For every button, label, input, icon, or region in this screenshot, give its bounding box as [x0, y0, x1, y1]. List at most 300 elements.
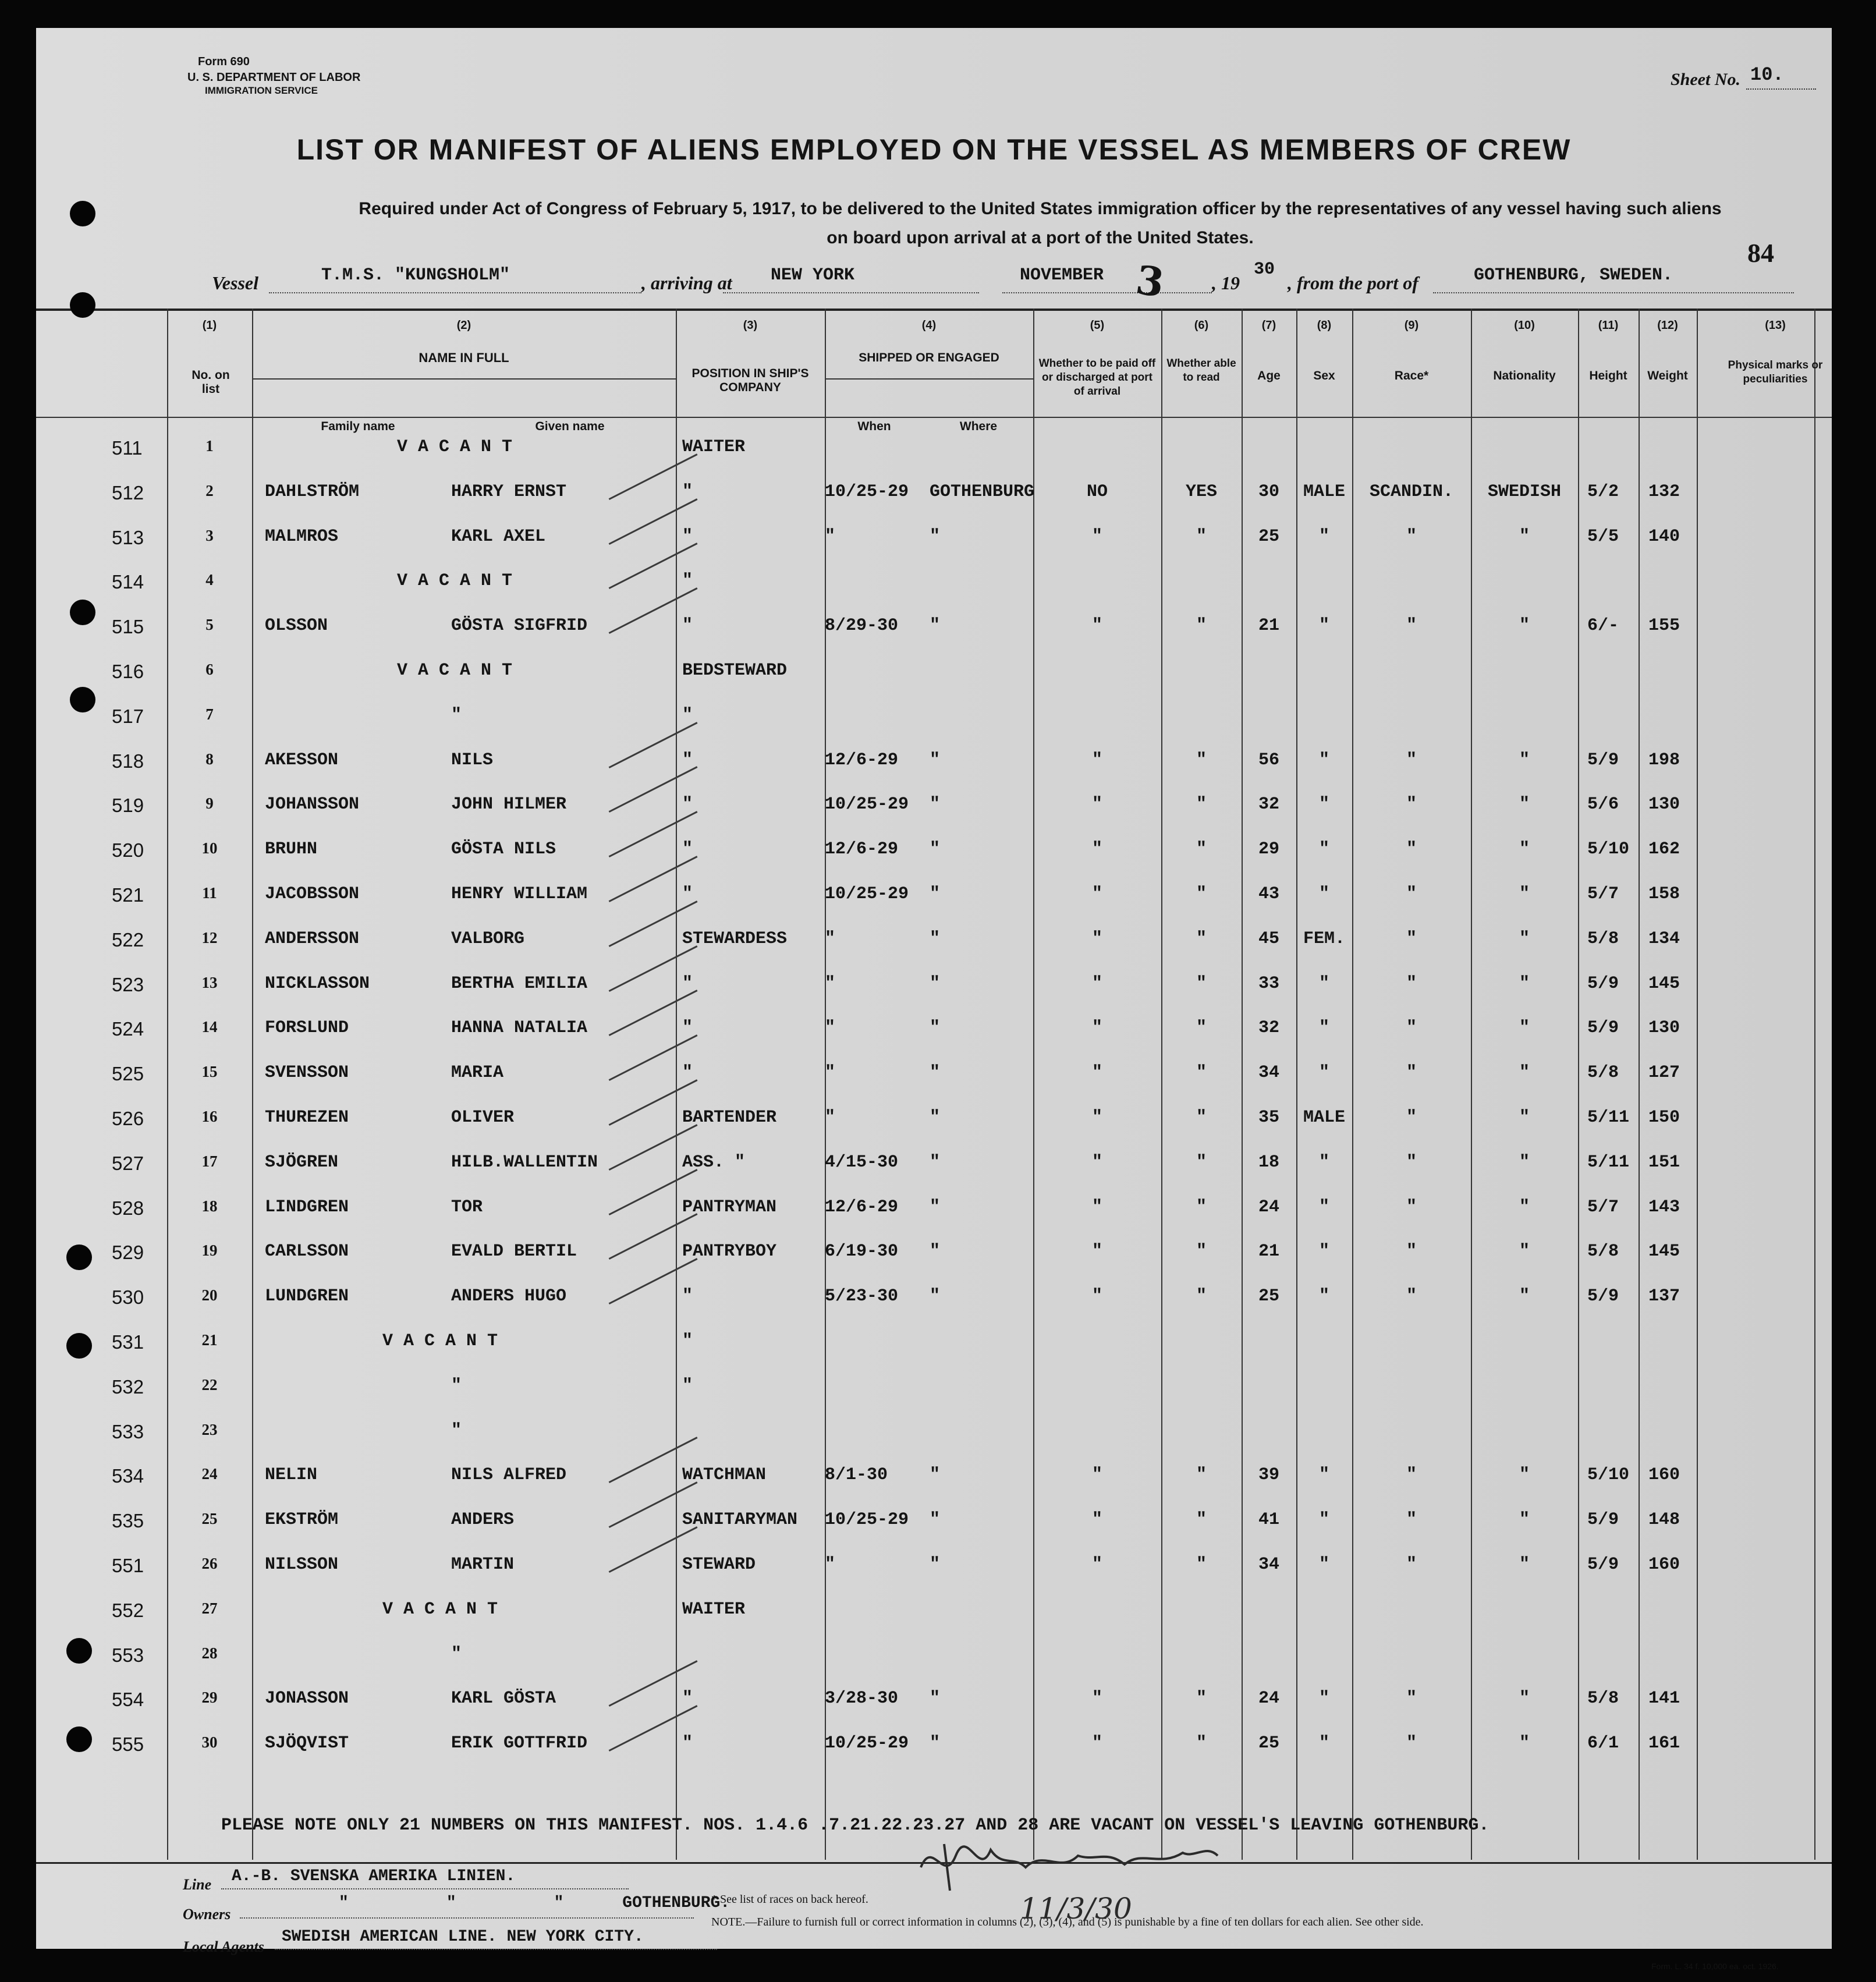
column-number: (11) — [1598, 319, 1619, 332]
table-row — [36, 1009, 1832, 1053]
position: " — [682, 1063, 693, 1083]
ledger-number: 521 — [112, 884, 144, 906]
weight: 145 — [1648, 1242, 1680, 1262]
row-number: 10 — [201, 839, 218, 857]
family-name: THUREZEN — [265, 1108, 349, 1127]
sex: " — [1318, 839, 1329, 860]
race: " — [1406, 928, 1417, 949]
year-suffix: 30 — [1254, 260, 1275, 279]
weight: 158 — [1648, 884, 1680, 904]
weight: 198 — [1648, 750, 1680, 770]
shipped-when: 8/1-30 — [825, 1465, 888, 1485]
date-rule — [1002, 292, 1212, 293]
vacant-marker: V A C A N T — [397, 571, 513, 591]
paid-off: " — [1091, 1197, 1102, 1217]
given-name: BERTHA EMILIA — [451, 973, 588, 994]
nationality: SWEDISH — [1487, 481, 1562, 502]
position: " — [682, 571, 693, 591]
paid-off: " — [1091, 1555, 1102, 1575]
sex: " — [1318, 973, 1329, 994]
ledger-number: 522 — [112, 928, 144, 951]
given-name: HENRY WILLIAM — [451, 884, 588, 904]
vacancy-note: PLEASE NOTE ONLY 21 NUMBERS ON THIS MANIFEST. NOS. 1.4.6 .7.21.22.23.27 AND 28 ARE VACANT ON VESSEL'S LEAVING GOTHENBURG. — [221, 1816, 1490, 1835]
position: " — [682, 750, 693, 770]
shipped-when: " — [825, 1063, 836, 1083]
table-row — [36, 1724, 1832, 1768]
given-name: MARIA — [451, 1063, 504, 1083]
table-row — [36, 1545, 1832, 1590]
vacant-marker: V A C A N T — [397, 661, 513, 680]
given-name: GÖSTA NILS — [451, 839, 556, 860]
shipped-when: " — [825, 1018, 836, 1038]
position: BEDSTEWARD — [682, 661, 788, 680]
weight: 161 — [1648, 1733, 1680, 1754]
nationality: " — [1519, 1510, 1530, 1530]
voyage-line — [36, 260, 1832, 295]
column-number: (7) — [1261, 319, 1276, 332]
sex: " — [1318, 1152, 1329, 1172]
position: " — [682, 1331, 693, 1351]
position: SANITARYMAN — [682, 1510, 798, 1530]
age: 33 — [1258, 973, 1279, 994]
able-to-read: " — [1196, 1018, 1207, 1038]
table-row — [36, 1635, 1832, 1679]
shipped-where: " — [930, 1063, 941, 1083]
row-number: 30 — [201, 1733, 218, 1751]
name-in-full-header: NAME IN FULL — [419, 350, 509, 365]
table-row — [36, 1456, 1832, 1500]
height: 5/8 — [1587, 1242, 1619, 1262]
height: 5/6 — [1587, 795, 1619, 815]
able-to-read: " — [1196, 1465, 1207, 1485]
given-name: " — [451, 1420, 462, 1441]
given-name: NILS — [451, 750, 494, 770]
table-row — [36, 1098, 1832, 1143]
shipped-where: " — [930, 928, 941, 949]
shipped-when: 12/6-29 — [825, 1197, 899, 1217]
given-name: ANDERS — [451, 1510, 515, 1530]
height: 6/1 — [1587, 1733, 1619, 1754]
age-header: Age — [1257, 369, 1281, 382]
ledger-number: 555 — [112, 1733, 144, 1756]
age: 21 — [1258, 1242, 1279, 1262]
paid-off: " — [1091, 1108, 1102, 1127]
row-number: 28 — [201, 1644, 218, 1662]
nationality: " — [1519, 1555, 1530, 1575]
page-title: LIST OR MANIFEST OF ALIENS EMPLOYED ON THE VESSEL AS MEMBERS OF CREW — [296, 133, 1572, 166]
shipped-when: 10/25-29 — [825, 1733, 909, 1754]
sex: " — [1318, 1465, 1329, 1485]
able-to-read: " — [1196, 1242, 1207, 1262]
nationality: " — [1519, 750, 1530, 770]
paid-off: " — [1091, 1242, 1102, 1262]
table-row — [36, 607, 1832, 651]
punch-hole — [70, 687, 95, 712]
where-header: Where — [959, 420, 998, 433]
height: 5/2 — [1587, 481, 1619, 502]
signature-date: 11/3/30 — [1020, 1892, 1132, 1926]
age: 43 — [1258, 884, 1279, 904]
subtitle-line-2: on board upon arrival at a port of the United States. — [827, 228, 1254, 247]
nationality: " — [1519, 1242, 1530, 1262]
shipped-where: " — [930, 1555, 941, 1575]
family-name: EKSTRÖM — [265, 1510, 339, 1530]
row-number: 1 — [205, 437, 214, 455]
ledger-number: 553 — [112, 1644, 144, 1666]
weight: 150 — [1648, 1108, 1680, 1127]
family-name: DAHLSTRÖM — [265, 481, 360, 502]
ledger-number: 551 — [112, 1555, 144, 1576]
age: 24 — [1258, 1197, 1279, 1217]
row-number: 13 — [201, 973, 218, 991]
height: 5/10 — [1587, 1465, 1630, 1485]
weight: 137 — [1648, 1286, 1680, 1307]
height: 5/9 — [1587, 973, 1619, 994]
sex: " — [1318, 1689, 1329, 1709]
service-label: IMMIGRATION SERVICE — [205, 85, 318, 96]
height: 5/8 — [1587, 928, 1619, 949]
punch-hole — [70, 201, 95, 226]
when-header: When — [857, 420, 891, 433]
paid-off: " — [1091, 1063, 1102, 1083]
column-number: (5) — [1090, 319, 1105, 332]
ledger-number: 554 — [112, 1689, 144, 1711]
nationality-header: Nationality — [1493, 369, 1556, 382]
family-name: AKESSON — [265, 750, 339, 770]
nationality: " — [1519, 1063, 1530, 1083]
table-row — [36, 1501, 1832, 1545]
weight: 160 — [1648, 1555, 1680, 1575]
given-name: NILS ALFRED — [451, 1465, 567, 1485]
race: " — [1406, 1733, 1417, 1754]
shipped-when: 10/25-29 — [825, 481, 909, 502]
given-name: HILB.WALLENTIN — [451, 1152, 598, 1172]
given-name: " — [451, 705, 462, 725]
nationality: " — [1519, 1197, 1530, 1217]
no-on-list-header: No. on list — [191, 368, 230, 396]
height: 5/9 — [1587, 1286, 1619, 1307]
agents-label: Local Agents — [183, 1938, 264, 1955]
sex: " — [1318, 1286, 1329, 1307]
owners-rule — [240, 1917, 694, 1919]
ledger-number: 532 — [112, 1375, 144, 1398]
shipped-where: " — [930, 973, 941, 994]
paid-off: " — [1091, 1152, 1102, 1172]
ledger-number: 514 — [112, 571, 144, 593]
given-name: KARL GÖSTA — [451, 1689, 556, 1709]
race: " — [1406, 973, 1417, 994]
shipped-when: " — [825, 526, 836, 547]
shipped-when: 10/25-29 — [825, 795, 909, 815]
paid-off: NO — [1086, 481, 1108, 502]
position-header: POSITION IN SHIP'S COMPANY — [691, 367, 809, 394]
given-name: " — [451, 1644, 462, 1664]
shipped-when: 12/6-29 — [825, 839, 899, 860]
row-number: 20 — [201, 1286, 218, 1304]
paid-off: " — [1091, 526, 1102, 547]
family-name: SJÖQVIST — [265, 1733, 349, 1754]
table-row — [36, 696, 1832, 740]
line-value: A.-B. SVENSKA AMERIKA LINIEN. — [232, 1867, 516, 1885]
shipped-where: " — [930, 1018, 941, 1038]
shipped-when: 6/19-30 — [825, 1242, 899, 1262]
shipped-where: " — [930, 1465, 941, 1485]
sex: " — [1318, 795, 1329, 815]
paid-off: " — [1091, 1689, 1102, 1709]
family-name: NELIN — [265, 1465, 318, 1485]
family-name: CARLSSON — [265, 1242, 349, 1262]
position: PANTRYBOY — [682, 1242, 777, 1262]
header-bottom-rule — [36, 417, 1832, 418]
nationality: " — [1519, 526, 1530, 547]
shipped-where: " — [930, 526, 941, 547]
age: 18 — [1258, 1152, 1279, 1172]
paid-off: " — [1091, 750, 1102, 770]
height: 5/9 — [1587, 1018, 1619, 1038]
row-number: 29 — [201, 1689, 218, 1707]
shipped-where: " — [930, 1242, 941, 1262]
race: " — [1406, 1197, 1417, 1217]
height: 5/7 — [1587, 884, 1619, 904]
family-name: NILSSON — [265, 1555, 339, 1575]
paid-off: " — [1091, 973, 1102, 994]
position: STEWARDESS — [682, 928, 788, 949]
age: 32 — [1258, 795, 1279, 815]
weight: 141 — [1648, 1689, 1680, 1709]
column-number: (13) — [1765, 319, 1786, 332]
race: " — [1406, 839, 1417, 860]
column-number: (9) — [1404, 319, 1419, 332]
weight: 130 — [1648, 795, 1680, 815]
table-row — [36, 965, 1832, 1009]
ledger-number: 517 — [112, 705, 144, 727]
inspector-signature — [909, 1832, 1224, 1926]
position: " — [682, 1018, 693, 1038]
weight-header: Weight — [1647, 369, 1688, 382]
table-row — [36, 1277, 1832, 1321]
position: " — [682, 1375, 693, 1396]
race: " — [1406, 1063, 1417, 1083]
paid-off: " — [1091, 1733, 1102, 1754]
ledger-number: 531 — [112, 1331, 144, 1353]
ledger-number: 512 — [112, 481, 144, 504]
paid-off: " — [1091, 839, 1102, 860]
given-name: EVALD BERTIL — [451, 1242, 577, 1262]
weight: 151 — [1648, 1152, 1680, 1172]
age: 32 — [1258, 1018, 1279, 1038]
shipped-when: 5/23-30 — [825, 1286, 899, 1307]
able-to-read: " — [1196, 1152, 1207, 1172]
departure-port: GOTHENBURG, SWEDEN. — [1474, 265, 1673, 285]
nationality: " — [1519, 1733, 1530, 1754]
weight: 134 — [1648, 928, 1680, 949]
able-to-read: " — [1196, 526, 1207, 547]
able-to-read: " — [1196, 1108, 1207, 1127]
shipped-where: " — [930, 1689, 941, 1709]
nationality: " — [1519, 973, 1530, 994]
position: ASS. " — [682, 1152, 746, 1172]
age: 24 — [1258, 1689, 1279, 1709]
ledger-number: 511 — [112, 437, 143, 459]
punch-hole — [66, 1726, 92, 1752]
height: 6/- — [1587, 616, 1619, 636]
nationality: " — [1519, 795, 1530, 815]
position: " — [682, 526, 693, 547]
column-number: (3) — [743, 319, 758, 332]
ledger-number: 515 — [112, 616, 144, 638]
nationality: " — [1519, 1689, 1530, 1709]
family-name: JACOBSSON — [265, 884, 360, 904]
sex: " — [1318, 1197, 1329, 1217]
table-row — [36, 651, 1832, 696]
departure-rule — [1433, 292, 1794, 293]
sex: " — [1318, 526, 1329, 547]
shipped-where: GOTHENBURG — [930, 481, 1035, 502]
column-number: (8) — [1317, 319, 1332, 332]
family-name: LINDGREN — [265, 1197, 349, 1217]
able-to-read: " — [1196, 1197, 1207, 1217]
weight: 132 — [1648, 481, 1680, 502]
age: 34 — [1258, 1063, 1279, 1083]
height: 5/9 — [1587, 750, 1619, 770]
sex: " — [1318, 1555, 1329, 1575]
weight: 155 — [1648, 616, 1680, 636]
height: 5/11 — [1587, 1108, 1630, 1127]
position: PANTRYMAN — [682, 1197, 777, 1217]
name-header-rule — [252, 378, 676, 380]
position: " — [682, 1286, 693, 1307]
shipped-when: " — [825, 1108, 836, 1127]
given-name: ERIK GOTTFRID — [451, 1733, 588, 1754]
given-name: OLIVER — [451, 1108, 515, 1127]
table-row — [36, 830, 1832, 874]
able-to-read-header: Whether able to read — [1166, 357, 1236, 384]
able-to-read: " — [1196, 884, 1207, 904]
given-name: ANDERS HUGO — [451, 1286, 567, 1307]
position: " — [682, 795, 693, 815]
position: " — [682, 973, 693, 994]
column-number: (1) — [202, 319, 217, 332]
family-name: BRUHN — [265, 839, 318, 860]
weight: 145 — [1648, 973, 1680, 994]
ledger-number: 535 — [112, 1510, 144, 1532]
given-name: VALBORG — [451, 928, 525, 949]
age: 29 — [1258, 839, 1279, 860]
given-name-header: Given name — [535, 420, 605, 433]
column-number: (6) — [1194, 319, 1209, 332]
sex: FEM. — [1303, 928, 1345, 949]
shipped-where: " — [930, 1108, 941, 1127]
row-number: 19 — [201, 1242, 218, 1260]
paid-off: " — [1091, 1018, 1102, 1038]
paid-off: " — [1091, 928, 1102, 949]
manifest-sheet — [36, 28, 1832, 1971]
ledger-number: 516 — [112, 661, 144, 682]
punch-hole — [66, 1333, 92, 1359]
sex: " — [1318, 1242, 1329, 1262]
able-to-read: " — [1196, 973, 1207, 994]
row-number: 9 — [205, 795, 214, 813]
race: " — [1406, 1108, 1417, 1127]
able-to-read: " — [1196, 616, 1207, 636]
family-name: JOHANSSON — [265, 795, 360, 815]
sheet-number: 10. — [1750, 64, 1784, 86]
shipped-where: " — [930, 1197, 941, 1217]
family-name: NICKLASSON — [265, 973, 370, 994]
paid-off: " — [1091, 1510, 1102, 1530]
table-row — [36, 473, 1832, 517]
ledger-number: 528 — [112, 1197, 144, 1219]
height: 5/10 — [1587, 839, 1630, 860]
race-header: Race* — [1394, 369, 1429, 382]
row-number: 17 — [201, 1152, 218, 1170]
row-number: 5 — [205, 616, 214, 634]
ledger-number: 525 — [112, 1063, 144, 1085]
age: 25 — [1258, 526, 1279, 547]
row-number: 2 — [205, 481, 214, 499]
able-to-read: " — [1196, 839, 1207, 860]
shipped-when: " — [825, 1555, 836, 1575]
age: 45 — [1258, 928, 1279, 949]
able-to-read: " — [1196, 795, 1207, 815]
shipped-when: 10/25-29 — [825, 884, 909, 904]
subtitle-line-1: Required under Act of Congress of February 5, 1917, to be delivered to the United States immigration officer by the representatives of any vessel having such aliens — [359, 199, 1722, 218]
physical-marks-header: Physical marks or peculiarities — [1728, 359, 1823, 385]
arriving-rule — [723, 292, 979, 293]
column-number: (12) — [1657, 319, 1678, 332]
ledger-number: 518 — [112, 750, 144, 772]
nationality: " — [1519, 928, 1530, 949]
row-number: 18 — [201, 1197, 218, 1215]
shipped-where: " — [930, 1510, 941, 1530]
form-reference: Form. L. 34 f. 10,000 ea. oct. 1926. — [1651, 1962, 1779, 1971]
arrival-month: NOVEMBER — [1020, 265, 1104, 285]
given-name: KARL AXEL — [451, 526, 546, 547]
age: 30 — [1258, 481, 1279, 502]
shipped-header: SHIPPED OR ENGAGED — [859, 351, 999, 364]
page-number: 84 — [1747, 238, 1774, 268]
weight: 160 — [1648, 1465, 1680, 1485]
arrival-day-handwritten: 3 — [1133, 257, 1167, 307]
table-row — [36, 1143, 1832, 1187]
weight: 140 — [1648, 526, 1680, 547]
position: WATCHMAN — [682, 1465, 767, 1485]
height: 5/8 — [1587, 1689, 1619, 1709]
position: BARTENDER — [682, 1108, 777, 1127]
row-number: 8 — [205, 750, 214, 768]
age: 34 — [1258, 1555, 1279, 1575]
form-number: Form 690 — [198, 55, 250, 68]
able-to-read: " — [1196, 1733, 1207, 1754]
age: 39 — [1258, 1465, 1279, 1485]
agents-value: SWEDISH AMERICAN LINE. NEW YORK CITY. — [282, 1928, 644, 1946]
nationality: " — [1519, 616, 1530, 636]
nationality: " — [1519, 1108, 1530, 1127]
row-number: 25 — [201, 1510, 218, 1528]
shipped-where: " — [930, 1733, 941, 1754]
sex: " — [1318, 1733, 1329, 1754]
vessel-name: T.M.S. "KUNGSHOLM" — [321, 265, 510, 285]
family-name: SJÖGREN — [265, 1152, 339, 1172]
from-label: , from the port of — [1288, 272, 1418, 293]
height: 5/5 — [1587, 526, 1619, 547]
table-row — [36, 920, 1832, 964]
ledger-number: 533 — [112, 1420, 144, 1442]
row-number: 23 — [201, 1420, 218, 1438]
height: 5/8 — [1587, 1063, 1619, 1083]
race: " — [1406, 1018, 1417, 1038]
shipped-when: 3/28-30 — [825, 1689, 899, 1709]
